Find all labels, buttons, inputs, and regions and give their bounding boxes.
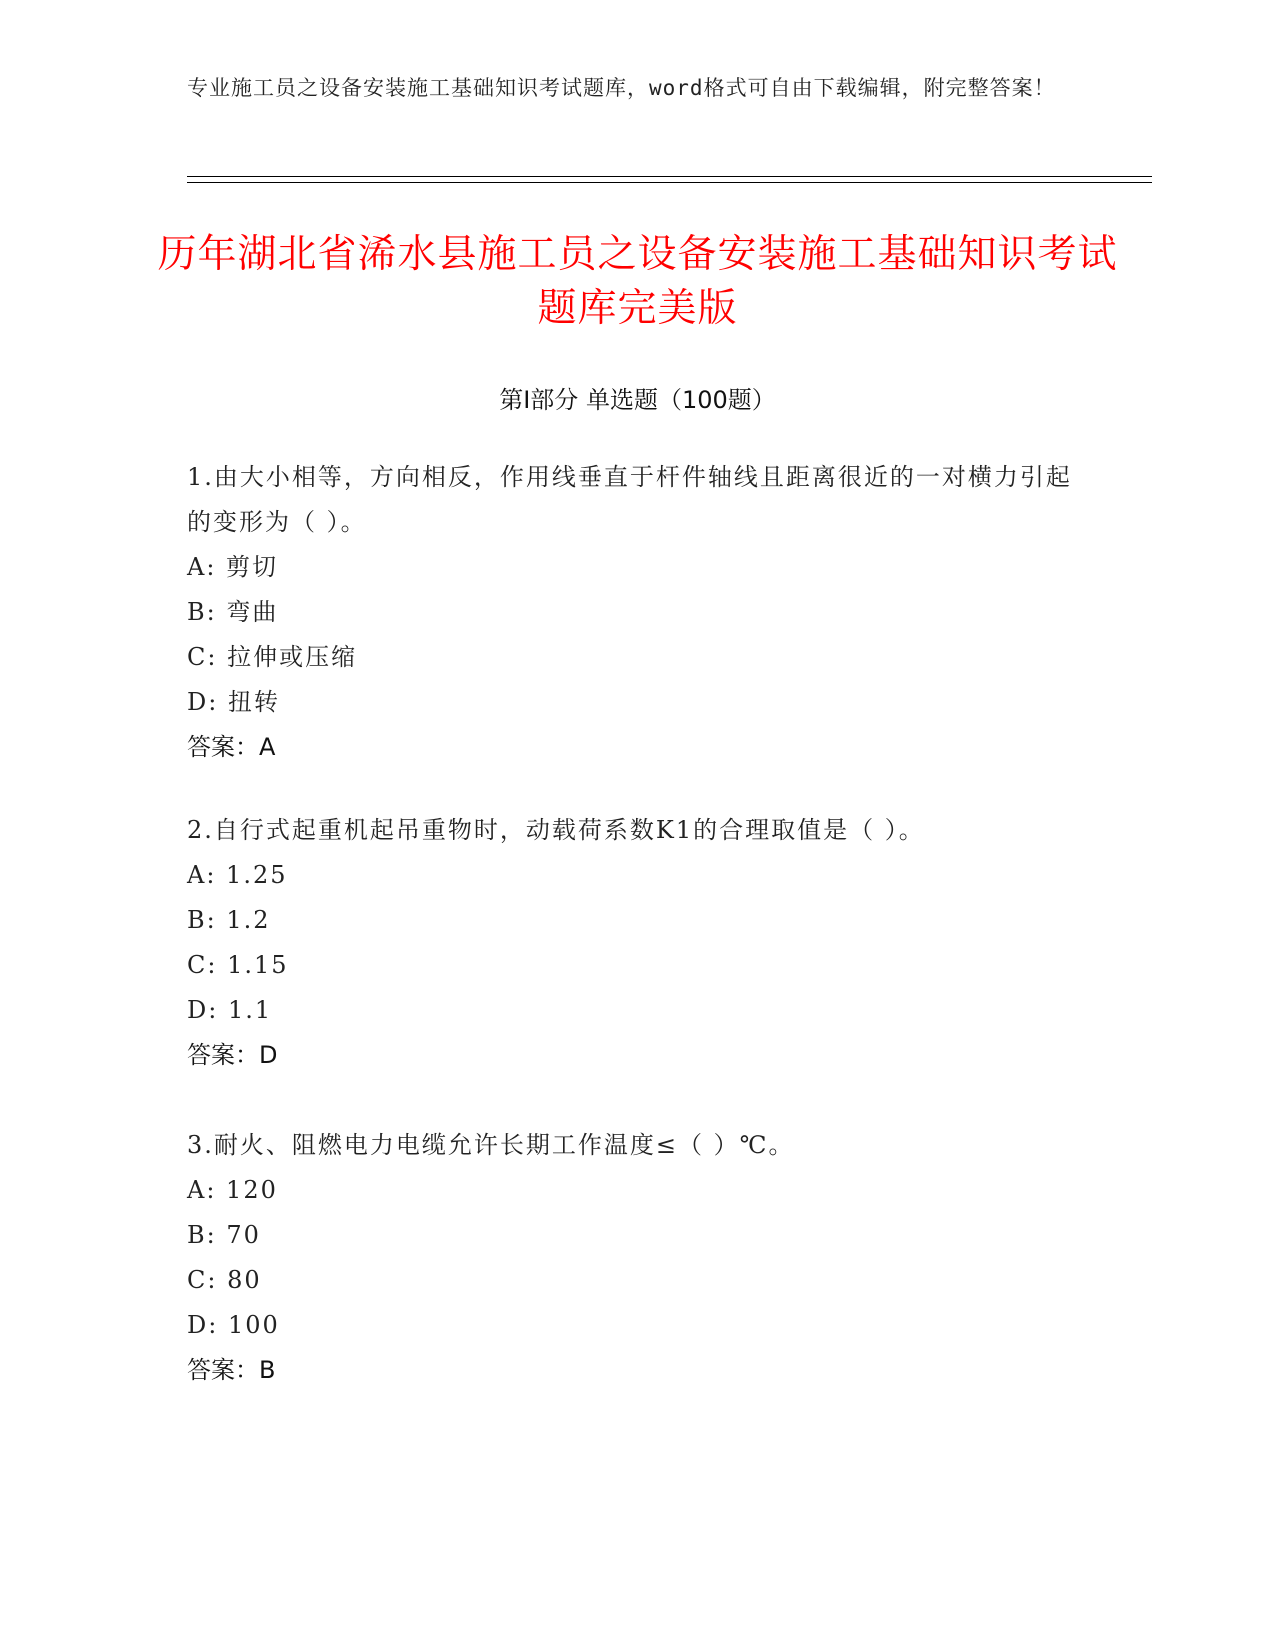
question-3 <box>187 1123 1087 1393</box>
option-a: A: 120 <box>187 1176 278 1204</box>
option-a: A: 剪切 <box>187 553 279 581</box>
option-b: B: 弯曲 <box>187 598 279 626</box>
option-d: D: 扭转 <box>187 688 280 716</box>
question-1 <box>187 455 1087 770</box>
answer: 答案：B <box>187 1356 276 1384</box>
question-text: 3.耐火、阻燃电力电缆允许长期工作温度≤（ ）℃。 <box>187 1131 795 1159</box>
header-note: 专业施工员之设备安装施工基础知识考试题库，word格式可自由下载编辑，附完整答案！ <box>187 76 1056 100</box>
question-text: 1.由大小相等，方向相反，作用线垂直于杆件轴线且距离很近的一对横力引起的变形为（ ）。 <box>187 463 1072 536</box>
option-c: C: 拉伸或压缩 <box>187 643 358 671</box>
option-d: D: 1.1 <box>187 996 273 1024</box>
question-2 <box>187 808 1087 1078</box>
answer: 答案：A <box>187 733 276 761</box>
option-a: A: 1.25 <box>187 861 288 889</box>
option-d: D: 100 <box>187 1311 280 1339</box>
header-rule-top <box>187 176 1152 177</box>
answer: 答案：D <box>187 1041 278 1069</box>
header-rule-bottom <box>187 182 1152 183</box>
question-text: 2.自行式起重机起吊重物时，动载荷系数K1的合理取值是（ ）。 <box>187 816 925 844</box>
option-c: C: 1.15 <box>187 951 289 979</box>
document-title: 历年湖北省浠水县施工员之设备安装施工基础知识考试题库完美版 <box>157 232 1118 331</box>
option-b: B: 1.2 <box>187 906 271 934</box>
option-b: B: 70 <box>187 1221 261 1249</box>
section-heading: 第Ⅰ部分 单选题（100题） <box>499 386 776 414</box>
option-c: C: 80 <box>187 1266 262 1294</box>
